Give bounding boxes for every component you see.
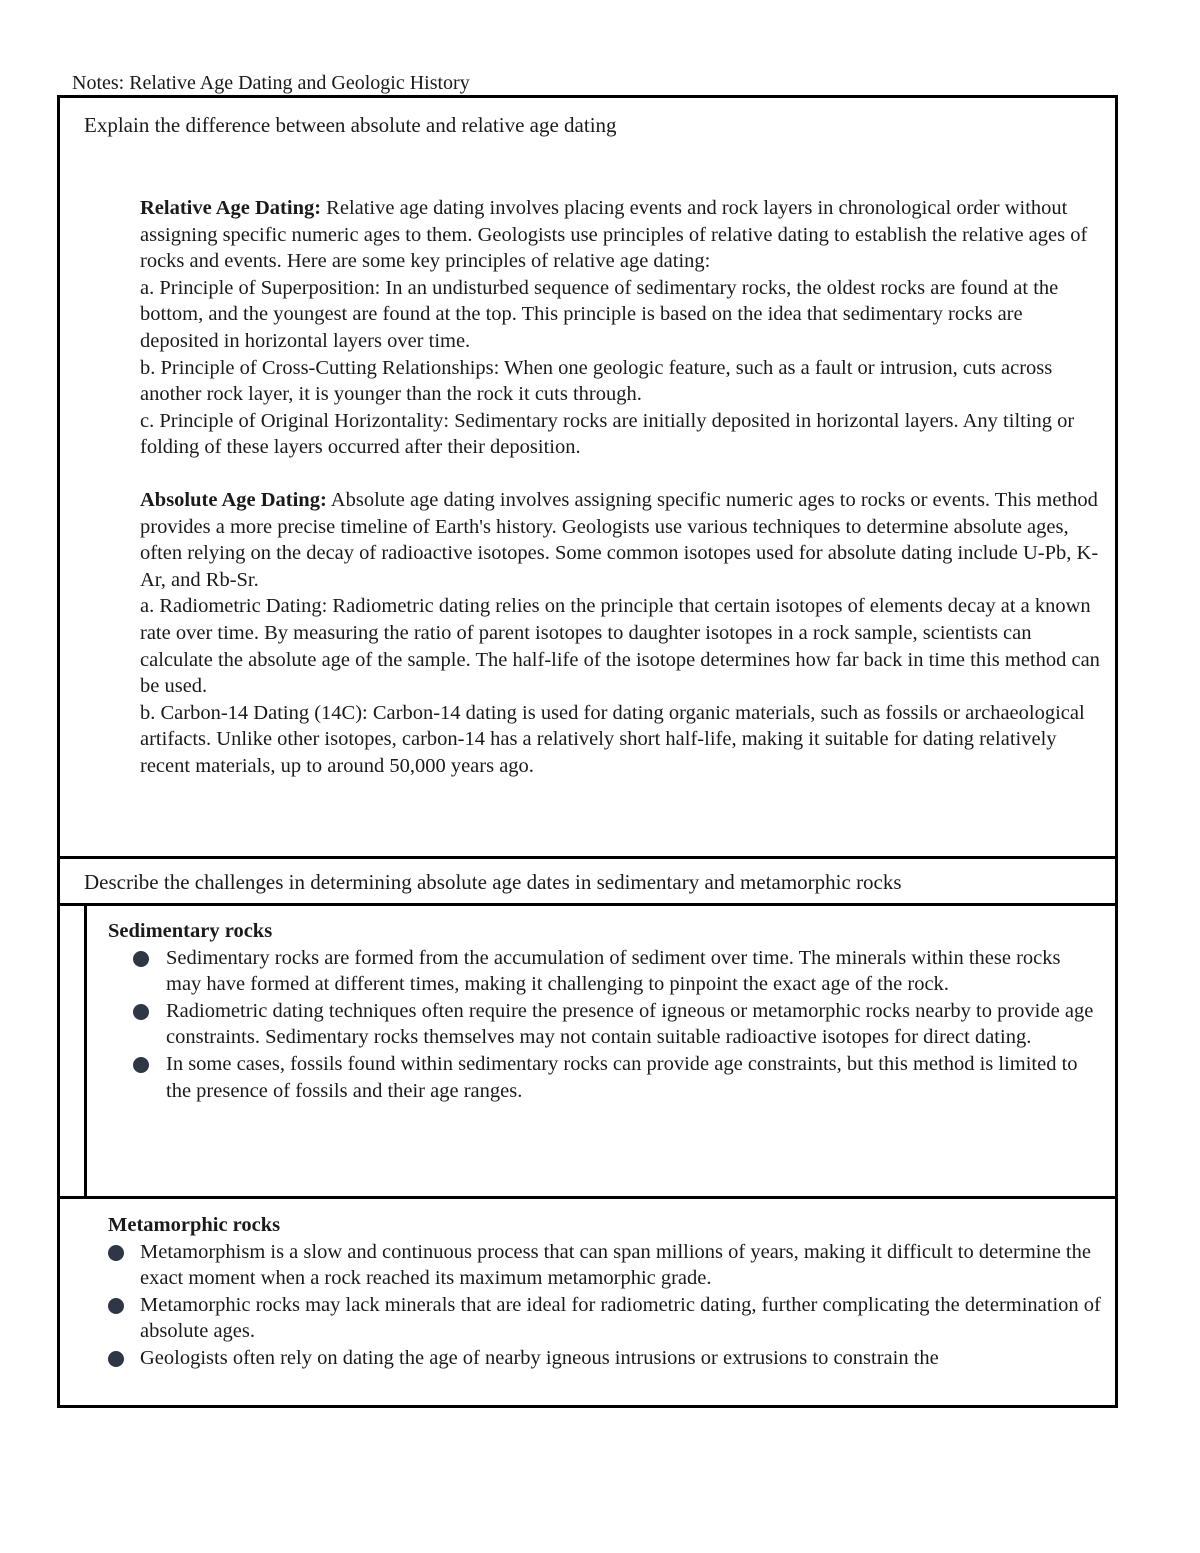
radiometric-dating: a. Radiometric Dating: Radiometric dating relies on the principle that certain isotopes of elements decay at a known rate over time. By measuring the ratio of parent isotopes to daughter isotopes in a rock sample, scientists can calculate the absolute age of the sample. The half-life of the isotope determines how far back in time this method can be used. <box>140 595 1100 698</box>
list-item: Sedimentary rocks are formed from the accumulation of sediment over time. The minerals within these rocks may have formed at different times, making it challenging to pinpoint the exact age of the rock. <box>108 945 1098 998</box>
bullet-icon <box>108 1245 124 1261</box>
absolute-dating-paragraph <box>140 487 1100 593</box>
notes-table <box>57 95 1118 1408</box>
question-absolute-vs-relative: Explain the difference between absolute and relative age dating <box>84 113 617 137</box>
list-item: Metamorphic rocks may lack minerals that are ideal for radiometric dating, further complicating the determination of absolute ages. <box>108 1292 1102 1345</box>
bullet-icon <box>133 1057 149 1073</box>
absolute-dating-heading: Absolute Age Dating: <box>140 488 327 511</box>
metamorphic-heading: Metamorphic rocks <box>108 1214 281 1236</box>
sedimentary-list <box>108 945 1098 1105</box>
section-divider <box>60 856 1115 859</box>
list-item: Radiometric dating techniques often require the presence of igneous or metamorphic rocks nearby to provide age constraints. Sedimentary rocks themselves may not contain suitable radioactive isotopes for direct dating. <box>108 998 1098 1051</box>
principle-superposition: a. Principle of Superposition: In an undisturbed sequence of sedimentary rocks, the oldest rocks are found at the bottom, and the youngest are found at the top. This principle is based on the idea that sedimentary rocks are deposited in horizontal layers over time. <box>140 276 1059 352</box>
list-item: Geologists often rely on dating the age of nearby igneous intrusions or extrusions to constrain the <box>108 1345 1102 1372</box>
bullet-icon <box>108 1351 124 1367</box>
carbon-14-dating: b. Carbon-14 Dating (14C): Carbon-14 dating is used for dating organic materials, such as fossils or archaeological artifacts. Unlike other isotopes, carbon-14 has a relatively short half-life, making it suitable for dating relatively recent materials, up to around 50,000 years ago. <box>140 701 1085 777</box>
principle-cross-cutting: b. Principle of Cross-Cutting Relationships: When one geologic feature, such as a fault or intrusion, cuts across another rock layer, it is younger than the rock it cuts through. <box>140 356 1053 406</box>
absolute-dating-intro: Absolute age dating involves assigning specific numeric ages to rocks or events. This method provides a more precise timeline of Earth's history. Geologists use various techniques to determine absolute ages, often relying on the decay of radioactive isotopes. Some common isotopes used for absolute dating include U-Pb, K-Ar, and Rb-Sr. <box>140 488 1099 591</box>
bullet-icon <box>133 951 149 967</box>
page-title: Notes: Relative Age Dating and Geologic History <box>72 72 470 94</box>
section-divider <box>60 903 1115 906</box>
bullet-icon <box>108 1298 124 1314</box>
bullet-icon <box>133 1004 149 1020</box>
section-divider <box>60 1196 1115 1199</box>
metamorphic-list <box>108 1239 1102 1372</box>
relative-dating-intro: Relative age dating involves placing events and rock layers in chronological order without assigning specific numeric ages to them. Geologists use principles of relative dating to establish the relative ages of rocks and events. Here are some key principles of relative age dating: <box>140 197 1088 273</box>
metamorphic-section <box>108 1212 1102 1372</box>
sedimentary-heading: Sedimentary rocks <box>108 920 273 942</box>
list-item: Metamorphism is a slow and continuous process that can span millions of years, making it difficult to determine the exact moment when a rock reached its maximum metamorphic grade. <box>108 1239 1102 1292</box>
list-item: In some cases, fossils found within sedimentary rocks can provide age constraints, but this method is limited to the presence of fossils and their age ranges. <box>108 1051 1098 1104</box>
relative-dating-heading: Relative Age Dating: <box>140 197 322 219</box>
sedimentary-section <box>108 918 1098 1104</box>
answer-absolute-vs-relative <box>140 195 1100 779</box>
cell-border <box>84 903 87 1197</box>
relative-dating-paragraph <box>140 195 1100 275</box>
question-dating-challenges: Describe the challenges in determining absolute age dates in sedimentary and metamorphic rocks <box>84 870 902 894</box>
principle-original-horizontality: c. Principle of Original Horizontality: Sedimentary rocks are initially deposited in horizontal layers. Any tilting or folding of these layers occurred after their deposition. <box>140 409 1075 459</box>
